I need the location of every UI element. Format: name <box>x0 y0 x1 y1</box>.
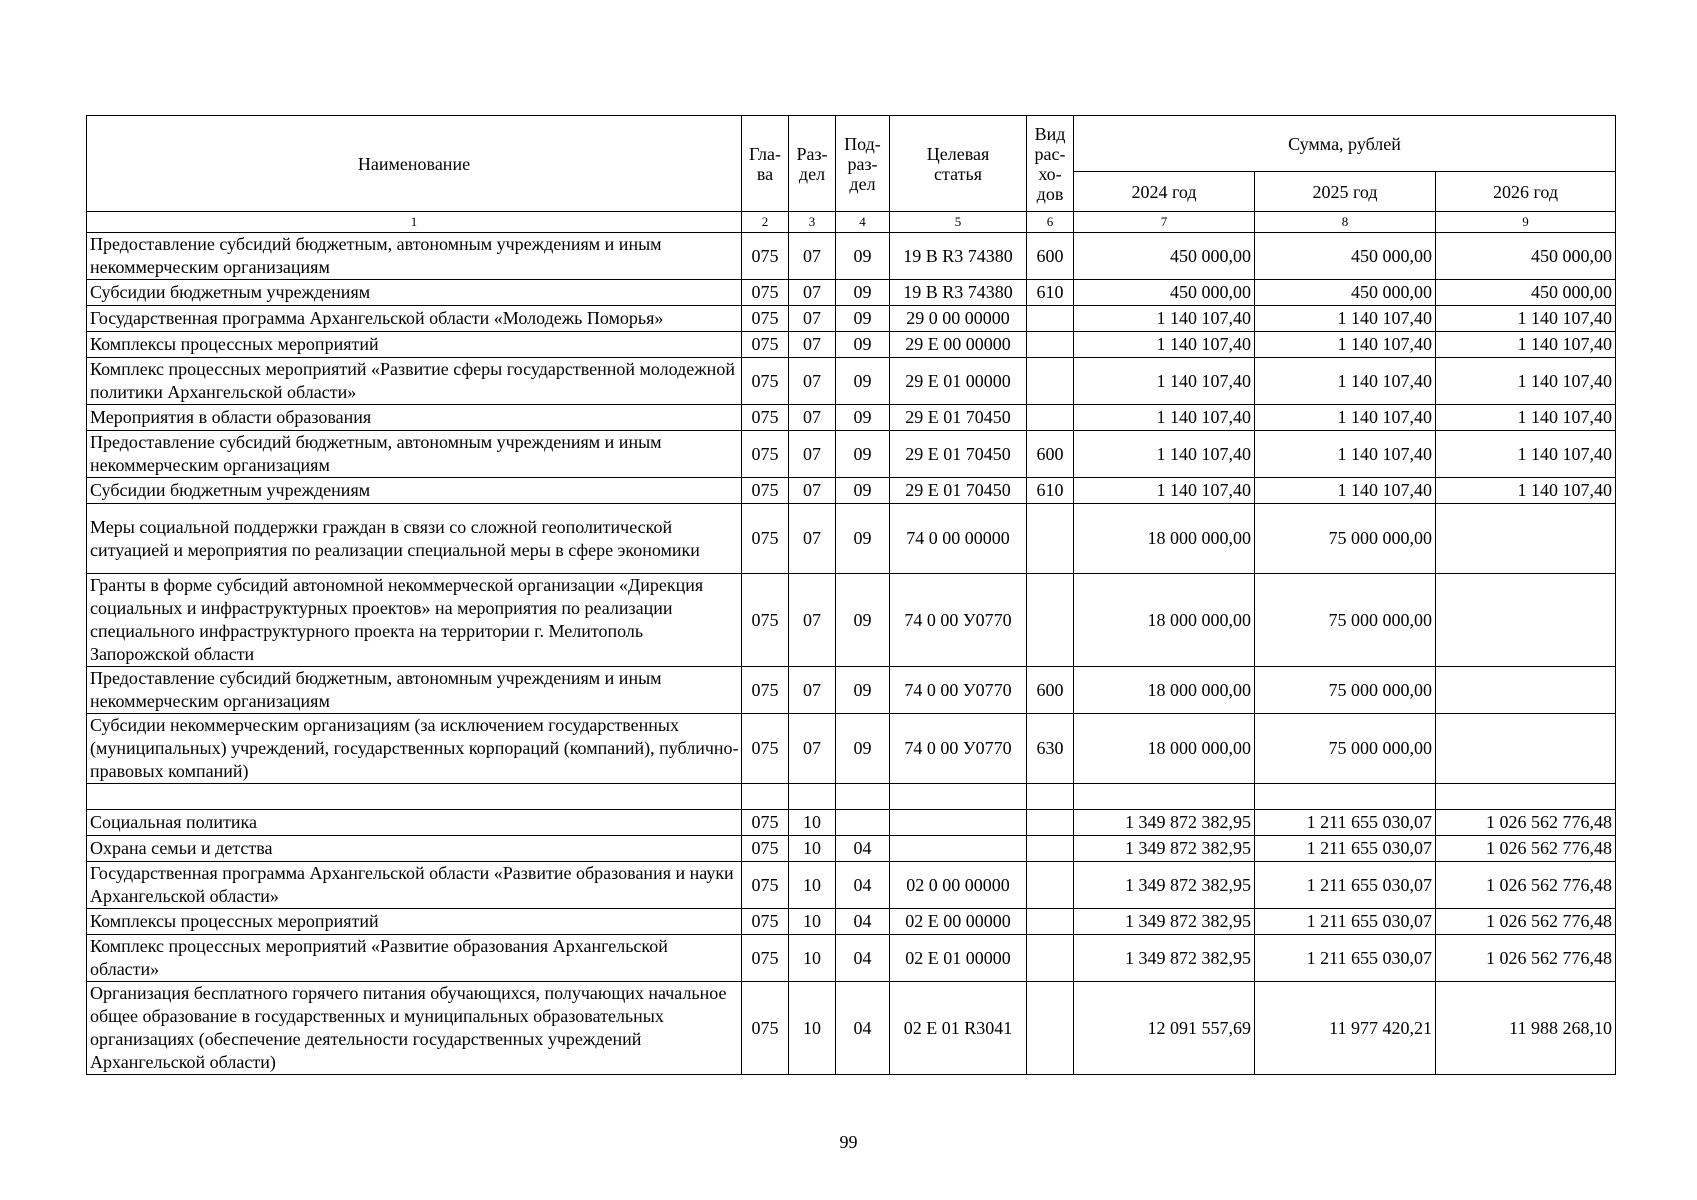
table-row <box>87 909 1616 935</box>
row-section <box>789 784 836 810</box>
table-row <box>87 358 1616 405</box>
row-name: Мероприятия в области образования <box>87 405 742 431</box>
row-chapter: 075 <box>742 332 789 358</box>
row-section: 07 <box>789 306 836 332</box>
row-expense-type <box>1027 332 1074 358</box>
table-row <box>87 306 1616 332</box>
row-name: Предоставление субсидий бюджетным, автономным учреждениям и иным некоммерческим организациям <box>87 431 742 478</box>
row-name: Социальная политика <box>87 810 742 836</box>
row-amount-2026: 1 140 107,40 <box>1436 405 1616 431</box>
row-amount-2024: 1 349 872 382,95 <box>1074 862 1255 909</box>
row-name: Предоставление субсидий бюджетным, автономным учреждениям и иным некоммерческим организациям <box>87 233 742 280</box>
row-expense-type: 600 <box>1027 431 1074 478</box>
row-amount-2025: 1 140 107,40 <box>1255 405 1436 431</box>
row-amount-2024: 1 140 107,40 <box>1074 306 1255 332</box>
table-row <box>87 280 1616 306</box>
row-name: Комплексы процессных мероприятий <box>87 332 742 358</box>
row-amount-2025: 1 140 107,40 <box>1255 431 1436 478</box>
table-row <box>87 504 1616 574</box>
row-target-item: 74 0 00 00000 <box>890 504 1027 574</box>
row-target-item: 02 Е 00 00000 <box>890 909 1027 935</box>
row-subsection: 09 <box>836 667 890 714</box>
row-amount-2024: 18 000 000,00 <box>1074 504 1255 574</box>
row-chapter: 075 <box>742 574 789 667</box>
row-amount-2024: 18 000 000,00 <box>1074 714 1255 784</box>
row-section: 10 <box>789 935 836 982</box>
row-name: Комплексы процессных мероприятий <box>87 909 742 935</box>
row-amount-2025 <box>1255 784 1436 810</box>
row-amount-2025: 75 000 000,00 <box>1255 714 1436 784</box>
row-target-item: 74 0 00 У0770 <box>890 667 1027 714</box>
row-subsection: 09 <box>836 478 890 504</box>
row-amount-2026: 11 988 268,10 <box>1436 982 1616 1075</box>
row-amount-2025: 75 000 000,00 <box>1255 574 1436 667</box>
row-amount-2025: 75 000 000,00 <box>1255 504 1436 574</box>
row-amount-2025: 1 140 107,40 <box>1255 478 1436 504</box>
row-chapter: 075 <box>742 504 789 574</box>
row-amount-2026 <box>1436 504 1616 574</box>
row-target-item: 74 0 00 У0770 <box>890 574 1027 667</box>
row-amount-2026: 1 140 107,40 <box>1436 478 1616 504</box>
row-amount-2025: 1 140 107,40 <box>1255 306 1436 332</box>
row-expense-type <box>1027 574 1074 667</box>
column-number: 3 <box>789 212 836 233</box>
row-expense-type <box>1027 982 1074 1075</box>
row-subsection: 04 <box>836 935 890 982</box>
row-subsection: 09 <box>836 306 890 332</box>
row-target-item <box>890 836 1027 862</box>
row-amount-2024: 1 140 107,40 <box>1074 405 1255 431</box>
row-chapter: 075 <box>742 810 789 836</box>
row-subsection: 04 <box>836 982 890 1075</box>
row-expense-type: 610 <box>1027 478 1074 504</box>
row-name: Субсидии бюджетным учреждениям <box>87 280 742 306</box>
table-body <box>87 233 1616 1075</box>
column-number: 1 <box>87 212 742 233</box>
row-name: Меры социальной поддержки граждан в связи со сложной геополитической ситуацией и мероприятия по реализации специальной меры в сфере экономики <box>87 504 742 574</box>
page-number: 99 <box>839 1132 858 1152</box>
row-amount-2025: 1 211 655 030,07 <box>1255 909 1436 935</box>
table-row <box>87 332 1616 358</box>
row-section: 10 <box>789 862 836 909</box>
row-section: 07 <box>789 714 836 784</box>
row-subsection: 04 <box>836 909 890 935</box>
header-section: Раз- дел <box>789 116 836 212</box>
row-name: Охрана семьи и детства <box>87 836 742 862</box>
row-amount-2025: 1 211 655 030,07 <box>1255 862 1436 909</box>
row-amount-2024: 1 140 107,40 <box>1074 358 1255 405</box>
row-section: 07 <box>789 332 836 358</box>
row-name: Предоставление субсидий бюджетным, автономным учреждениям и иным некоммерческим организациям <box>87 667 742 714</box>
row-name: Субсидии бюджетным учреждениям <box>87 478 742 504</box>
header-expense-type: Вид рас- хо- дов <box>1027 116 1074 212</box>
row-section: 07 <box>789 431 836 478</box>
row-amount-2024: 1 349 872 382,95 <box>1074 935 1255 982</box>
row-target-item <box>890 784 1027 810</box>
row-chapter: 075 <box>742 935 789 982</box>
row-chapter: 075 <box>742 909 789 935</box>
column-number: 6 <box>1027 212 1074 233</box>
row-name <box>87 784 742 810</box>
row-chapter: 075 <box>742 478 789 504</box>
row-amount-2026: 1 026 562 776,48 <box>1436 935 1616 982</box>
row-target-item: 29 Е 00 00000 <box>890 332 1027 358</box>
table-row <box>87 667 1616 714</box>
table-row <box>87 862 1616 909</box>
column-number: 2 <box>742 212 789 233</box>
column-number: 9 <box>1436 212 1616 233</box>
row-section: 07 <box>789 233 836 280</box>
row-name: Государственная программа Архангельской области «Молодежь Поморья» <box>87 306 742 332</box>
row-chapter: 075 <box>742 233 789 280</box>
column-number: 8 <box>1255 212 1436 233</box>
row-section: 07 <box>789 667 836 714</box>
table-row <box>87 982 1616 1075</box>
row-amount-2026 <box>1436 574 1616 667</box>
row-expense-type <box>1027 836 1074 862</box>
row-amount-2024: 1 349 872 382,95 <box>1074 909 1255 935</box>
row-expense-type: 600 <box>1027 233 1074 280</box>
row-amount-2025: 450 000,00 <box>1255 280 1436 306</box>
row-target-item: 19 В R3 74380 <box>890 233 1027 280</box>
header-name: Наименование <box>87 116 742 212</box>
row-chapter: 075 <box>742 405 789 431</box>
row-section: 07 <box>789 574 836 667</box>
column-numbers-row <box>87 212 1616 233</box>
row-section: 07 <box>789 405 836 431</box>
row-amount-2025: 1 211 655 030,07 <box>1255 836 1436 862</box>
row-expense-type: 600 <box>1027 667 1074 714</box>
row-target-item: 02 Е 01 00000 <box>890 935 1027 982</box>
row-amount-2024: 1 140 107,40 <box>1074 431 1255 478</box>
row-name: Государственная программа Архангельской области «Развитие образования и науки Архангельской области» <box>87 862 742 909</box>
row-amount-2026: 1 026 562 776,48 <box>1436 810 1616 836</box>
row-amount-2026: 1 140 107,40 <box>1436 431 1616 478</box>
row-subsection: 09 <box>836 358 890 405</box>
table-row <box>87 431 1616 478</box>
row-amount-2026: 450 000,00 <box>1436 280 1616 306</box>
row-chapter: 075 <box>742 358 789 405</box>
row-section: 10 <box>789 810 836 836</box>
row-chapter: 075 <box>742 431 789 478</box>
row-amount-2026: 1 140 107,40 <box>1436 332 1616 358</box>
row-amount-2025: 1 211 655 030,07 <box>1255 935 1436 982</box>
row-amount-2025: 450 000,00 <box>1255 233 1436 280</box>
row-chapter: 075 <box>742 280 789 306</box>
row-chapter: 075 <box>742 714 789 784</box>
row-target-item: 29 0 00 00000 <box>890 306 1027 332</box>
row-target-item: 29 Е 01 70450 <box>890 478 1027 504</box>
header-amount: Сумма, рублей <box>1074 116 1616 172</box>
table-row <box>87 233 1616 280</box>
row-amount-2025: 11 977 420,21 <box>1255 982 1436 1075</box>
header-chapter: Гла- ва <box>742 116 789 212</box>
row-amount-2026: 450 000,00 <box>1436 233 1616 280</box>
row-subsection: 04 <box>836 862 890 909</box>
row-subsection: 04 <box>836 836 890 862</box>
header-year-2024: 2024 год <box>1074 172 1255 212</box>
row-chapter: 075 <box>742 306 789 332</box>
row-section: 10 <box>789 982 836 1075</box>
row-chapter: 075 <box>742 982 789 1075</box>
row-subsection <box>836 784 890 810</box>
row-name: Комплекс процессных мероприятий «Развитие сферы государственной молодежной политики Архангельской области» <box>87 358 742 405</box>
table-row <box>87 935 1616 982</box>
row-amount-2024: 12 091 557,69 <box>1074 982 1255 1075</box>
row-amount-2024: 1 140 107,40 <box>1074 332 1255 358</box>
row-chapter <box>742 784 789 810</box>
row-section: 07 <box>789 280 836 306</box>
row-expense-type <box>1027 862 1074 909</box>
row-amount-2025: 1 211 655 030,07 <box>1255 810 1436 836</box>
table-row <box>87 714 1616 784</box>
row-amount-2026: 1 026 562 776,48 <box>1436 862 1616 909</box>
row-amount-2025: 75 000 000,00 <box>1255 667 1436 714</box>
row-target-item: 29 Е 01 70450 <box>890 405 1027 431</box>
row-expense-type: 610 <box>1027 280 1074 306</box>
row-amount-2024: 1 349 872 382,95 <box>1074 810 1255 836</box>
row-expense-type <box>1027 935 1074 982</box>
row-chapter: 075 <box>742 836 789 862</box>
row-amount-2026: 1 026 562 776,48 <box>1436 836 1616 862</box>
header-year-2026: 2026 год <box>1436 172 1616 212</box>
row-amount-2026: 1 026 562 776,48 <box>1436 909 1616 935</box>
row-expense-type <box>1027 784 1074 810</box>
row-section: 10 <box>789 836 836 862</box>
row-subsection: 09 <box>836 431 890 478</box>
row-amount-2024: 1 140 107,40 <box>1074 478 1255 504</box>
row-target-item: 19 В R3 74380 <box>890 280 1027 306</box>
header-target-item: Целевая статья <box>890 116 1027 212</box>
row-amount-2025: 1 140 107,40 <box>1255 332 1436 358</box>
row-amount-2024: 1 349 872 382,95 <box>1074 836 1255 862</box>
row-target-item <box>890 810 1027 836</box>
row-target-item: 29 Е 01 00000 <box>890 358 1027 405</box>
row-section: 07 <box>789 478 836 504</box>
header-year-2025: 2025 год <box>1255 172 1436 212</box>
row-name: Гранты в форме субсидий автономной некоммерческой организации «Дирекция социальных и инфраструктурных проектов» на мероприятия по реализации специального инфраструктурного проекта на территории г. Мелитополь Запорожской области <box>87 574 742 667</box>
row-chapter: 075 <box>742 862 789 909</box>
header-subsection: Под- раз- дел <box>836 116 890 212</box>
row-subsection: 09 <box>836 280 890 306</box>
row-expense-type <box>1027 405 1074 431</box>
row-amount-2024: 450 000,00 <box>1074 280 1255 306</box>
row-amount-2024: 450 000,00 <box>1074 233 1255 280</box>
budget-table <box>86 115 1616 1075</box>
row-section: 07 <box>789 358 836 405</box>
column-number: 7 <box>1074 212 1255 233</box>
row-section: 10 <box>789 909 836 935</box>
row-name: Комплекс процессных мероприятий «Развитие образования Архангельской области» <box>87 935 742 982</box>
row-amount-2025: 1 140 107,40 <box>1255 358 1436 405</box>
column-number: 5 <box>890 212 1027 233</box>
table-row <box>87 405 1616 431</box>
row-expense-type <box>1027 810 1074 836</box>
row-amount-2024: 18 000 000,00 <box>1074 574 1255 667</box>
row-amount-2026 <box>1436 714 1616 784</box>
row-amount-2026: 1 140 107,40 <box>1436 306 1616 332</box>
row-section: 07 <box>789 504 836 574</box>
table-row <box>87 478 1616 504</box>
row-name: Субсидии некоммерческим организациям (за исключением государственных (муниципальных) учреждений, государственных корпораций (компаний), публично-правовых компаний) <box>87 714 742 784</box>
row-chapter: 075 <box>742 667 789 714</box>
table-row <box>87 836 1616 862</box>
row-subsection: 09 <box>836 233 890 280</box>
row-target-item: 74 0 00 У0770 <box>890 714 1027 784</box>
table-row <box>87 574 1616 667</box>
row-expense-type <box>1027 306 1074 332</box>
row-name: Организация бесплатного горячего питания обучающихся, получающих начальное общее образование в государственных и муниципальных образовательных организациях (обеспечение деятельности государственных учреждений Архангельской области) <box>87 982 742 1075</box>
row-amount-2026 <box>1436 784 1616 810</box>
row-target-item: 02 Е 01 R3041 <box>890 982 1027 1075</box>
table-row <box>87 784 1616 810</box>
row-subsection: 09 <box>836 504 890 574</box>
row-subsection: 09 <box>836 405 890 431</box>
row-amount-2024: 18 000 000,00 <box>1074 667 1255 714</box>
row-subsection <box>836 810 890 836</box>
row-amount-2026 <box>1436 667 1616 714</box>
row-expense-type <box>1027 909 1074 935</box>
row-amount-2024 <box>1074 784 1255 810</box>
column-number: 4 <box>836 212 890 233</box>
row-target-item: 29 Е 01 70450 <box>890 431 1027 478</box>
row-subsection: 09 <box>836 714 890 784</box>
row-expense-type <box>1027 358 1074 405</box>
row-subsection: 09 <box>836 574 890 667</box>
table-row <box>87 810 1616 836</box>
row-subsection: 09 <box>836 332 890 358</box>
row-expense-type <box>1027 504 1074 574</box>
row-expense-type: 630 <box>1027 714 1074 784</box>
row-target-item: 02 0 00 00000 <box>890 862 1027 909</box>
row-amount-2026: 1 140 107,40 <box>1436 358 1616 405</box>
